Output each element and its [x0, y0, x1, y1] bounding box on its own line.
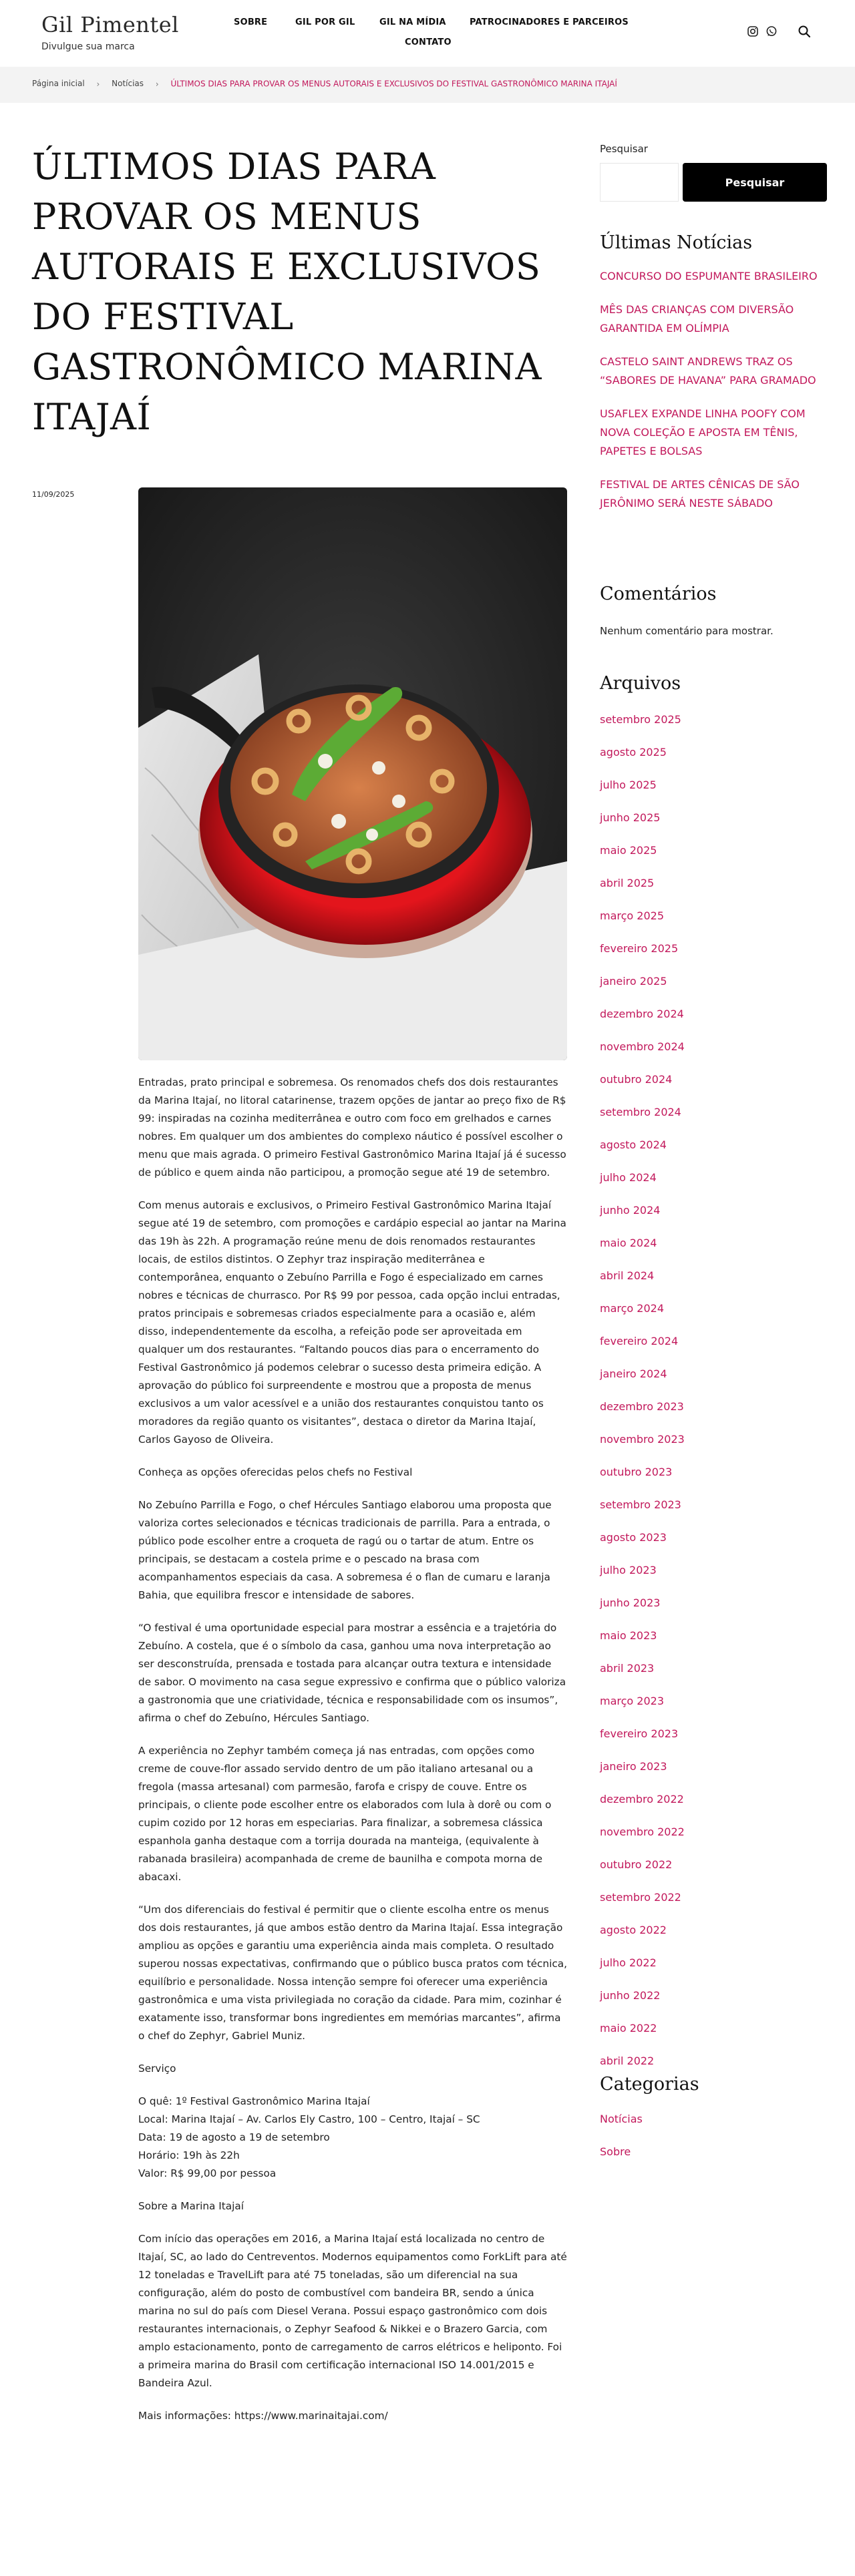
- archive-link[interactable]: abril 2022: [600, 2055, 655, 2067]
- service-line: Horário: 19h às 22h: [138, 2149, 240, 2161]
- categories-heading: Categorias: [600, 2074, 699, 2095]
- instagram-icon[interactable]: [747, 25, 760, 39]
- site-title[interactable]: Gil Pimentel: [41, 12, 179, 37]
- about-heading: Sobre a Marina Itajaí: [138, 2200, 244, 2212]
- search-button[interactable]: Pesquisar: [683, 163, 827, 202]
- archive-link[interactable]: dezembro 2024: [600, 1008, 684, 1020]
- archive-link[interactable]: setembro 2022: [600, 1891, 681, 1904]
- archive-link[interactable]: novembro 2023: [600, 1433, 685, 1446]
- news-link[interactable]: MÊS DAS CRIANÇAS COM DIVERSÃO GARANTIDA EM OLÍMPIA: [600, 303, 794, 335]
- archive-link[interactable]: novembro 2024: [600, 1040, 685, 1053]
- site-logo[interactable]: [41, 12, 179, 52]
- archive-link[interactable]: julho 2024: [600, 1171, 657, 1184]
- archive-link[interactable]: agosto 2024: [600, 1138, 667, 1151]
- search-input[interactable]: [600, 163, 679, 202]
- archive-link[interactable]: fevereiro 2023: [600, 1727, 679, 1740]
- breadcrumb-current: ÚLTIMOS DIAS PARA PROVAR OS MENUS AUTORAIS E EXCLUSIVOS DO FESTIVAL GASTRONÔMICO MARINA ITAJAÍ: [170, 79, 617, 89]
- more-info-link[interactable]: Mais informações: https://www.marinaitajai.com/: [138, 2410, 388, 2422]
- site-tagline: Divulgue sua marca: [41, 41, 135, 52]
- archive-link[interactable]: outubro 2024: [600, 1073, 673, 1086]
- archive-link[interactable]: agosto 2022: [600, 1924, 667, 1936]
- post-date: 11/09/2025: [32, 490, 75, 499]
- archive-link[interactable]: setembro 2024: [600, 1106, 681, 1118]
- breadcrumb: [32, 79, 617, 89]
- service-line: Valor: R$ 99,00 por pessoa: [138, 2167, 277, 2179]
- archive-link[interactable]: julho 2023: [600, 1564, 657, 1576]
- article-paragraph: A experiência no Zephyr também começa já nas entradas, com opções como creme de couve-flor assado servido dentro de um pão italiano artesanal ou a fregola (massa artesanal) com parmesão, farofa e crispy de couve. Entre os principais, o cliente pode escolher entre os elaborados com lula à dorê ou com o cupim cozido por 12 horas em especiarias. Para finalizar, a sobremesa clássica espanhola ganha destaque com a torrija dourada na manteiga, (equivalente à rabanada brasileira) acompanhada de creme de baunilha e compota morna de abacaxi.: [138, 1745, 552, 1883]
- sidebar: [600, 143, 827, 2158]
- article-paragraph: “O festival é uma oportunidade especial para mostrar a essência e a trajetória do Zebuíno. A costela, que é o símbolo da casa, ganhou uma nova interpretação ao ser desconstruída, prensada e tostada para alcançar outra textura e intensidade de sabor. O movimento na casa segue expressivo e confirma que o público valoriza a gastronomia que une criatividade, técnica e responsabilidade com os insumos”, afirma o chef do Zebuíno, Hércules Santiago.: [138, 1622, 566, 1724]
- archive-link[interactable]: agosto 2025: [600, 746, 667, 759]
- chevron-right-icon: ›: [155, 79, 159, 89]
- archive-link[interactable]: setembro 2023: [600, 1498, 681, 1511]
- nav-item-gil-por-gil[interactable]: GIL POR GIL: [295, 17, 355, 27]
- archive-link[interactable]: julho 2022: [600, 1956, 657, 1969]
- archive-link[interactable]: abril 2025: [600, 877, 655, 889]
- archive-link[interactable]: junho 2024: [600, 1204, 661, 1217]
- service-line: Data: 19 de agosto a 19 de setembro: [138, 2131, 330, 2143]
- comments-heading: Comentários: [600, 584, 717, 604]
- archive-link[interactable]: janeiro 2024: [600, 1367, 667, 1380]
- news-link[interactable]: CONCURSO DO ESPUMANTE BRASILEIRO: [600, 270, 818, 282]
- archive-link[interactable]: março 2023: [600, 1695, 665, 1707]
- news-link[interactable]: FESTIVAL DE ARTES CÊNICAS DE SÃO JERÔNIMO SERÁ NESTE SÁBADO: [600, 478, 800, 509]
- article-paragraph: Com menus autorais e exclusivos, o Primeiro Festival Gastronômico Marina Itajaí segue até 19 de setembro, com promoções e cardápio especial ao jantar na Marina das 19h às 22h. A programação reúne menu de dois renomados restaurantes locais, de estilos distintos. O Zephyr traz inspiração mediterrânea e contemporânea, enquanto o Zebuíno Parrilla e Fogo é especializado em carnes nobres e técnicas de churrasco. Por R$ 99 por pessoa, cada opção inclui entradas, pratos principais e sobremesas criados especialmente para a ocasião e, além disso, independentemente da escolha, a refeição pode ser aproveitada em qualquer um dos restaurantes. “Faltando poucos dias para o encerramento do Festival Gastronômico já podemos celebrar o sucesso desta primeira edição. A aprovação do público foi surpreendente e mostrou que a proposta de menus exclusivos a um valor acessível e a união dos restaurantes conquistou tanto os moradores da região quanto os visitantes”, destaca o diretor da Marina Itajaí, Carlos Gayoso de Oliveira.: [138, 1199, 566, 1446]
- archive-link[interactable]: maio 2025: [600, 844, 657, 857]
- archive-link[interactable]: junho 2025: [600, 811, 661, 824]
- archive-link[interactable]: março 2024: [600, 1302, 665, 1315]
- breadcrumb-home[interactable]: Página inicial: [32, 79, 85, 88]
- archive-link[interactable]: junho 2022: [600, 1989, 661, 2002]
- archives-heading: Arquivos: [600, 673, 681, 694]
- search-icon[interactable]: [798, 25, 811, 38]
- service-line: O quê: 1º Festival Gastronômico Marina Itajaí: [138, 2095, 370, 2107]
- article-paragraph: No Zebuíno Parrilla e Fogo, o chef Hércules Santiago elaborou uma proposta que valoriza cortes selecionados e técnicas tradicionais de parrilla. Para a entrada, o público pode escolher entre a croqueta de ragú ou o tartar de atum. Entre os principais, se destacam a costela prime e o pescado na brasa com acompanhamentos especiais da casa. A sobremesa é o flan de cumaru e laranja Bahia, que equilibra frescor e intensidade de sabores.: [138, 1499, 552, 1601]
- archive-link[interactable]: abril 2023: [600, 1662, 655, 1675]
- archive-link[interactable]: outubro 2023: [600, 1466, 673, 1478]
- about-paragraph: Com início das operações em 2016, a Marina Itajaí está localizada no centro de Itajaí, SC, ao lado do Centreventos. Modernos equipamentos como ForkLift para até 12 toneladas e TravelLift para até 75 toneladas, são um diferencial na sua configuração, além do posto de combustível com bandeira BR, sendo a única marina no sul do país com Diesel Verana. Possui espaço gastronômico com dois restaurantes internacionais, o Zephyr Seafood & Nikkei e o Brazero Garcia, com amplo estacionamento, ponto de carregamento de carros elétricos e heliponto. Foi a primeira marina do Brasil com certificação internacional ISO 14.001/2015 e Bandeira Azul.: [138, 2233, 567, 2389]
- comments-empty: Nenhum comentário para mostrar.: [600, 625, 774, 637]
- archive-link[interactable]: agosto 2023: [600, 1531, 667, 1544]
- archive-link[interactable]: dezembro 2022: [600, 1793, 684, 1805]
- archive-link[interactable]: fevereiro 2025: [600, 942, 679, 955]
- nav-item-sobre[interactable]: SOBRE: [234, 17, 268, 27]
- archive-link[interactable]: abril 2024: [600, 1269, 655, 1282]
- latest-news-heading: Últimas Notícias: [600, 232, 753, 253]
- nav-item-gil-na-midia[interactable]: GIL NA MÍDIA: [379, 17, 446, 27]
- search-label: Pesquisar: [600, 143, 648, 155]
- archive-link[interactable]: março 2025: [600, 909, 665, 922]
- archive-link[interactable]: outubro 2022: [600, 1858, 673, 1871]
- nav-item-contato[interactable]: CONTATO: [405, 37, 452, 47]
- post-title: ÚLTIMOS DIAS PARA PROVAR OS MENUS AUTORAIS E EXCLUSIVOS DO FESTIVAL GASTRONÔMICO MARINA ITAJAÍ: [32, 146, 542, 438]
- breadcrumb-category[interactable]: Notícias: [112, 79, 144, 88]
- article-body: [138, 1074, 567, 2440]
- archive-link[interactable]: maio 2022: [600, 2022, 657, 2034]
- category-link[interactable]: Sobre: [600, 2145, 631, 2158]
- whatsapp-icon[interactable]: [765, 25, 779, 39]
- archive-link[interactable]: dezembro 2023: [600, 1400, 684, 1413]
- archives-list: [600, 713, 685, 2087]
- breadcrumb-bar: [0, 67, 855, 103]
- archive-link[interactable]: janeiro 2023: [600, 1760, 667, 1773]
- archive-link[interactable]: junho 2023: [600, 1596, 661, 1609]
- nav-item-patrocinadores[interactable]: PATROCINADORES E PARCEIROS: [470, 17, 629, 27]
- archive-link[interactable]: maio 2023: [600, 1629, 657, 1642]
- archive-link[interactable]: fevereiro 2024: [600, 1335, 679, 1347]
- site-header: [0, 0, 855, 67]
- article-paragraph: Entradas, prato principal e sobremesa. Os renomados chefs dos dois restaurantes da Marina Itajaí, no litoral catarinense, trazem opções de jantar ao preço fixo de R$ 99: inspiradas na cozinha mediterrânea e outro com foco em grelhados e carnes nobres. Em qualquer um dos ambientes do complexo náutico é possível escolher o menu que mais agrada. O primeiro Festival Gastronômico Marina Itajaí já é sucesso de público e quem ainda não participou, a promoção segue até 19 de setembro.: [138, 1076, 566, 1178]
- service-line: Local: Marina Itajaí – Av. Carlos Ely Castro, 100 – Centro, Itajaí – SC: [138, 2113, 480, 2125]
- search-form: [600, 163, 827, 202]
- categories-list: [600, 2113, 643, 2178]
- category-link[interactable]: Notícias: [600, 2113, 643, 2125]
- article-paragraph: Conheça as opções oferecidas pelos chefs no Festival: [138, 1466, 413, 1478]
- archive-link[interactable]: janeiro 2025: [600, 975, 667, 988]
- archive-link[interactable]: maio 2024: [600, 1237, 657, 1249]
- service-info: [138, 2093, 567, 2183]
- archive-link[interactable]: julho 2025: [600, 779, 657, 791]
- service-heading: Serviço: [138, 2063, 176, 2075]
- news-link[interactable]: USAFLEX EXPANDE LINHA POOFY COM NOVA COLEÇÃO E APOSTA EM TÊNIS, PAPETES E BOLSAS: [600, 407, 806, 457]
- article-paragraph: “Um dos diferenciais do festival é permitir que o cliente escolha entre os menus dos dois restaurantes, já que ambos estão dentro da Marina Itajaí. Essa integração ampliou as opções e garantiu uma experiência ainda mais completa. O resultado superou nossas expectativas, confirmando que o público busca pratos com técnica, equilíbrio e personalidade. Nossa intenção sempre foi oferecer uma experiência gastronômica e uma vista privilegiada no coração da cidade. Para mim, cozinhar é exatamente isso, transformar bons ingredientes em memórias marcantes”, afirma o chef do Zephyr, Gabriel Muniz.: [138, 1904, 568, 2042]
- featured-image: [138, 487, 567, 1060]
- latest-news-list: [600, 267, 827, 527]
- archive-link[interactable]: novembro 2022: [600, 1826, 685, 1838]
- chevron-right-icon: ›: [96, 79, 100, 89]
- archive-link[interactable]: setembro 2025: [600, 713, 681, 726]
- news-link[interactable]: CASTELO SAINT ANDREWS TRAZ OS “SABORES DE HAVANA” PARA GRAMADO: [600, 355, 816, 387]
